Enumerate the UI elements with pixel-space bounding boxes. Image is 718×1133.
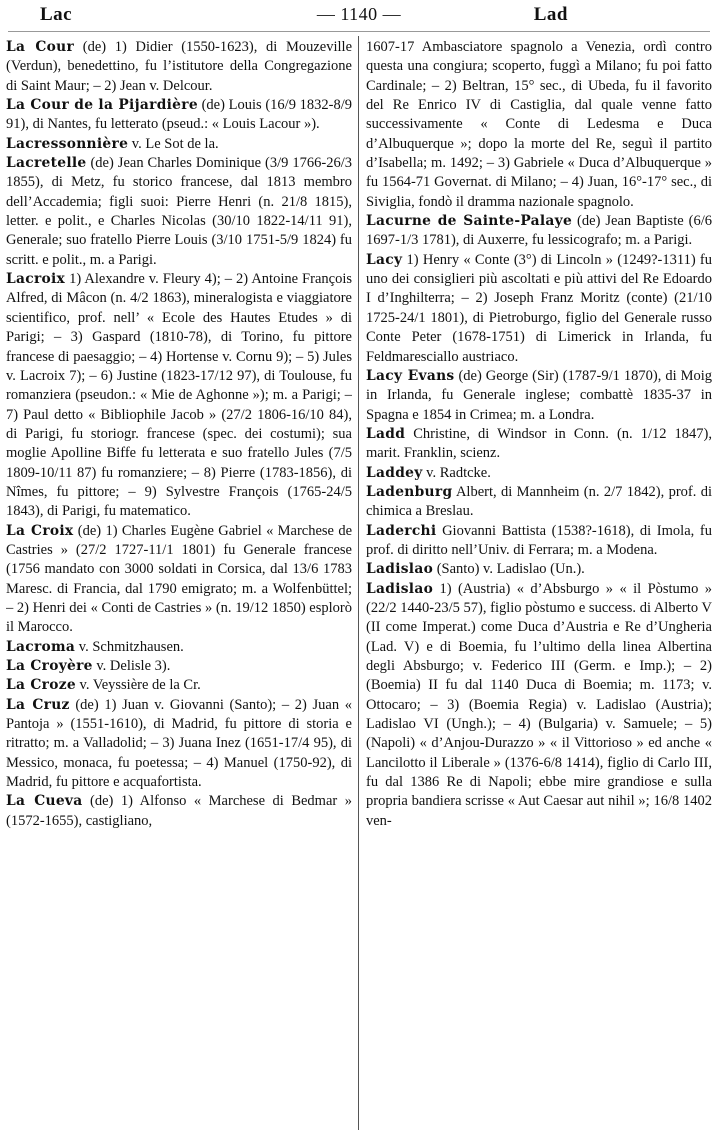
- entry-text: v. Veyssière de la Cr.: [75, 677, 201, 694]
- entry-headword: La Cour de la Pijardière: [6, 97, 198, 114]
- entry-text: (Santo) v. Ladislao (Un.).: [433, 561, 585, 578]
- header-left-word: Lac: [40, 4, 73, 25]
- entry-text: (de) 1) Alfonso « Marchese di Bedmar » (1572-1655), castigliano,: [6, 793, 352, 829]
- column-divider: [358, 36, 359, 1130]
- dictionary-entry: [366, 560, 712, 579]
- page-header: [0, 0, 718, 34]
- entry-text: v. Radtcke.: [422, 464, 491, 481]
- dictionary-entry: [366, 367, 712, 425]
- dictionary-entry: [6, 657, 352, 676]
- entry-headword: Ladd: [366, 425, 406, 442]
- dictionary-entry: [366, 251, 712, 367]
- entry-headword: Lacroix: [6, 271, 66, 288]
- entry-text: Albert, di Mannheim (n. 2/7 1842), prof. di chimica a Breslau.: [366, 483, 712, 520]
- dictionary-entry: [366, 425, 712, 464]
- dictionary-entry: [6, 96, 352, 135]
- entry-text: 1) Henry « Conte (3°) di Lincoln » (1249?-1311) fu uno dei consiglieri più ascoltati e più attivi del Re Edoardo I d’Inghilterra; – 2) Joseph Franz Moritz (conte) (21/10 1725-24/1 1801), di Pietroburgo, figlio del Generale russo Conte Peter (1678-1751) di Limerick in Irlanda, fu Feldmaresciallo austriaco.: [366, 251, 712, 365]
- entry-headword: Lacy Evans: [366, 367, 455, 384]
- entry-headword: Ladenburg: [366, 483, 453, 500]
- entry-text: (de) Jean Charles Dominique (3/9 1766-26/3 1855), di Metz, fu storico francese, dal 1813 membro dell’Accademia; figli suoi: Pierre Henri (n. 21/8 1815), letter. e polit., e Charles Nicolas (30/10 1822-14/11 91), Generale; suo fratello Pierre Louis (3/10 1751-5/9 1824) fu scritt. e polit., m. a Parigi.: [6, 155, 352, 268]
- dictionary-entry: [366, 464, 712, 483]
- dictionary-entry: [6, 38, 352, 96]
- entry-text: 1) (Austria) « d’Absburgo » « il Pòstumo » (22/2 1440-23/5 57), figlio pòstumo e success. di Alberto V (II come Imperat.) come Duca d’Austria e Re d’Ungheria (Lad. V) e di Boemia, fu l’ultimo della linea Albertina degli Absburgo; v. Federico III (Germ. e Imp.); – 2) (Boemia) II fu dal 1140 Duca di Boemia; m. 1173; v. Ottocaro; – 3) (Boemia Regia) v. Ladislao (Austria); Ladislao VI (Ungh.); – 4) (Bulgaria) v. Samuele; – 5) (Napoli) « d’Anjou-Durazzo » « il Vittorioso » ed anche « Lancilotto il Liberale » (1376-6/8 1414), figlio di Carlo III, fu dal 1386 Re di Napoli; ebbe mire grandiose e sulla propria bandiera scrisse « Aut Caesar aut nihil »; 16/8 1402 ven-: [366, 580, 712, 829]
- header-right-word: Lad: [533, 4, 568, 25]
- dictionary-entry: [6, 638, 352, 657]
- entry-text: (de) 1) Didier (1550-1623), di Mouzeville (Verdun), benedettino, fu l’istitutore della Congregazione di Saint Maur; – 2) Jean v. Delcour.: [6, 39, 352, 94]
- dictionary-entry: [6, 696, 352, 793]
- entry-text: (de) Jean Baptiste (6/6 1697-1/3 1781), di Auxerre, fu lessicografo; m. a Parigi.: [366, 213, 712, 249]
- dictionary-entry: [6, 154, 352, 270]
- entry-headword: La Croix: [6, 522, 74, 539]
- dictionary-entry: [6, 522, 352, 638]
- entry-headword: Ladislao: [366, 580, 434, 597]
- entry-headword: Lacressonnière: [6, 135, 129, 152]
- entry-text: 1607-17 Ambasciatore spagnolo a Venezia, ordì contro questa una congiura; scoperto, fuggì a Milano; fu poi fatto Cardinale; – 2) Beltran, 15° sec., di Ubeda, fu il favorito del Re Enrico IV di Castiglia, dal quale venne fatto successivamente « Conte di Ledesma e Duca d’Albuquerque »; dopo la morte del Re, seguì il partito d’Isabella; m. 1492; – 3) Gabriele « Duca d’Albuquerque » fu 1564-71 Governat. di Milano; – 4) Juan, 16°-17° sec., di Siviglia, fondò il dramma nazionale spagnolo.: [366, 39, 712, 210]
- entry-headword: La Cruz: [6, 696, 70, 713]
- dictionary-entry: [366, 483, 712, 522]
- entry-text: (de) 1) Charles Eugène Gabriel « Marchese de Castries » (27/2 1727-11/1 1801) fu Generale francese (1756 mandato con 3000 soldati in Corsica, dal 13/6 1783 Maresc. di Francia, dal 1790 emigrato; m. a Wolfenbüttel; – 2) Henri dei « Conti de Castries » (n. 19/12 1850) esplorò il Marocco.: [6, 522, 352, 636]
- entry-text: v. Le Sot de la.: [128, 135, 219, 152]
- entry-headword: Lacy: [366, 251, 403, 268]
- entry-text: v. Delisle 3).: [92, 658, 171, 674]
- entry-text: v. Schmitzhausen.: [75, 638, 184, 655]
- dictionary-entry: [6, 792, 352, 831]
- dictionary-entry: [366, 38, 712, 212]
- entry-text: Giovanni Battista (1538?-1618), di Imola, fu prof. di diritto nell’Univ. di Ferrara; m. a Modena.: [366, 522, 712, 558]
- entry-headword: La Cour: [6, 39, 75, 55]
- right-column: [366, 38, 712, 1130]
- entry-headword: Lacretelle: [6, 155, 87, 172]
- entry-headword: La Cueva: [6, 793, 83, 810]
- entry-headword: Lacurne de Sainte-Palaye: [366, 213, 573, 230]
- page-number: — 1140 —: [316, 4, 402, 24]
- dictionary-entry: [6, 135, 352, 154]
- entry-headword: La Croyère: [6, 658, 93, 674]
- entry-headword: Laderchi: [366, 522, 437, 539]
- entry-headword: La Croze: [6, 677, 76, 694]
- entry-text: (de) George (Sir) (1787-9/1 1870), di Moig in Irlanda, fu Generale inglese; combattè 1835-37 in Spagna e 1854 in Crimea; m. a Londra.: [366, 367, 712, 423]
- left-column: [6, 38, 352, 1130]
- entry-headword: Lacroma: [6, 638, 76, 655]
- entry-headword: Ladislao: [366, 561, 434, 578]
- entry-text: 1) Alexandre v. Fleury 4); – 2) Antoine François Alfred, di Mâcon (n. 4/2 1863), mineralogista e viaggiatore scientifico, prof. nell’ « Ecole des Hautes Etudes » di Parigi; – 3) Gaspard (1810-78), di Torino, fu pittore francese di paesaggio; – 4) Hortense v. Cornu 9); – 5) Jules v. Lacroix 7); – 6) Justine (1823-17/12 97), di Toulouse, fu romanziera (pseudon.: « Mie de Aghonne »); m. a Parigi; – 7) Paul detto « Bibliophile Jacob » (27/2 1806-16/10 84), di Parigi, fu storiogr. francese (spec. dei costumi); sua moglie Apolline Biffe fu letterata e suo fratello Jules (7/5 1809-10/11 87) fu romanziere; – 8) Pierre (1783-1856), di Nîmes, fu pittore; – 9) Sylvestre François (1765-24/5 1843), di Parigi, fu matematico.: [6, 271, 352, 520]
- entry-text: Christine, di Windsor in Conn. (n. 1/12 1847), marit. Franklin, scienz.: [366, 425, 712, 462]
- dictionary-entry: [366, 522, 712, 561]
- dictionary-entry: [6, 270, 352, 521]
- dictionary-entry: [366, 580, 712, 831]
- entry-text: (de) 1) Juan v. Giovanni (Santo); – 2) Juan « Pantoja » (1551-1610), di Madrid, fu pittore di storia e ritratto; m. a Valladolid; – 3) Juana Inez (1651-17/4 95), di Messico, monaca, fu poetessa; – 4) Manuel (1750-92), di Madrid, fu pittore e acquafortista.: [6, 696, 352, 791]
- entry-headword: Laddey: [366, 464, 423, 481]
- dictionary-entry: [6, 676, 352, 695]
- header-rule: [8, 31, 710, 32]
- dictionary-entry: [366, 212, 712, 251]
- entry-text: (de) Louis (16/9 1832-8/9 91), di Nantes, fu letterato (pseud.: « Louis Lacour »).: [6, 97, 352, 133]
